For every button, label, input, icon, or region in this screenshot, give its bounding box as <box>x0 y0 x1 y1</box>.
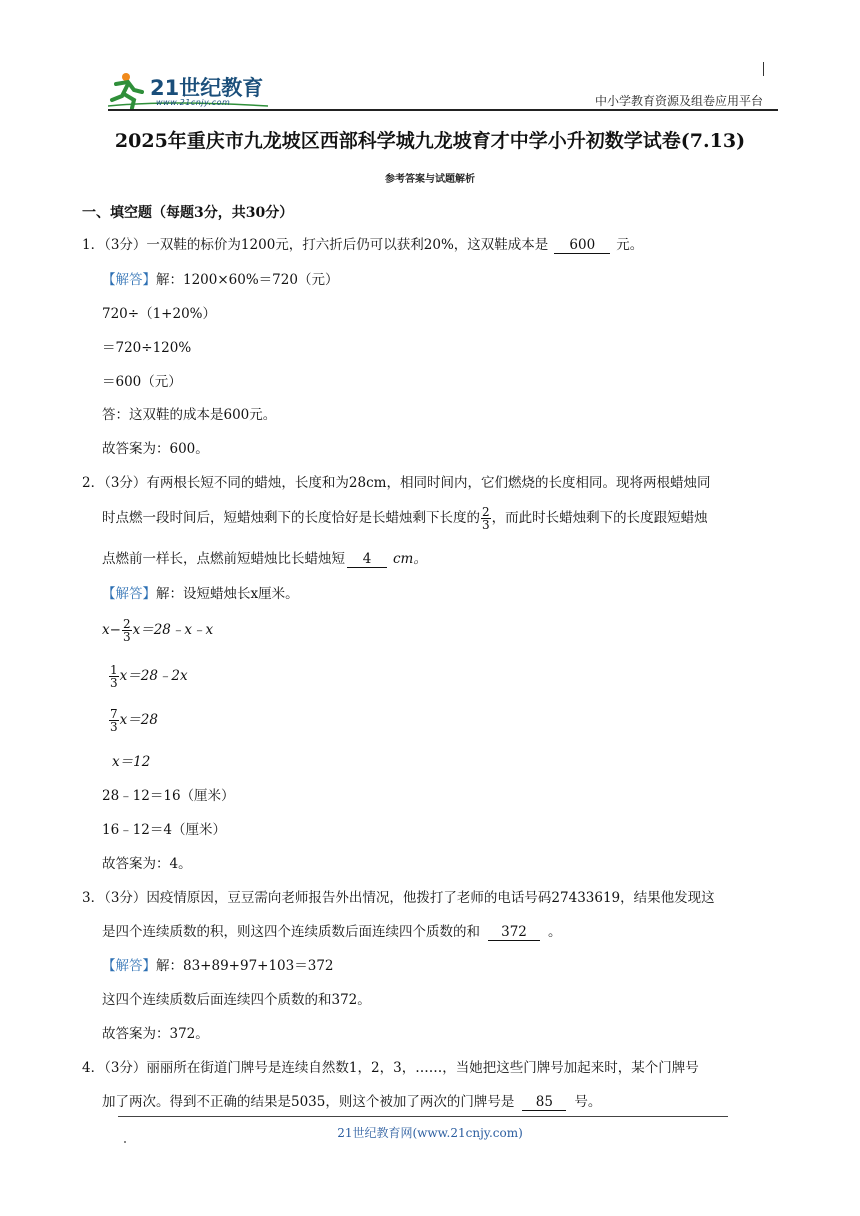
header-tick-mark <box>763 62 764 76</box>
question-3-line-1: 3．（3分）因疫情原因，豆豆需向老师报告外出情况，他拨打了老师的电话号码27433619，结果他发现这 <box>82 890 715 906</box>
eq-text: x＝28﹣x﹣x <box>132 622 214 638</box>
q1-step-5: 故答案为：600。 <box>102 441 209 457</box>
q1-solution-text: 解：1200×60%＝720（元） <box>156 272 339 288</box>
q2-equation-2 <box>108 664 188 689</box>
q4-text-a: 加了两次。得到不正确的结果是5035，则这个被加了两次的门牌号是 <box>102 1094 515 1110</box>
fraction <box>109 708 119 733</box>
header-divider <box>108 109 778 111</box>
q4-answer-blank: 85 <box>522 1095 566 1111</box>
q1-solution-line <box>102 271 338 289</box>
question-2-line-1: 2．（3分）有两根长短不同的蜡烛，长度和为28cm，相同时间内，它们燃烧的长度相同。现将两根蜡烛同 <box>82 475 711 491</box>
q3-solution-text: 解：83+89+97+103＝372 <box>156 958 334 974</box>
q2-step-7: 故答案为：4。 <box>102 856 192 872</box>
fraction-denominator: 3 <box>110 676 118 690</box>
question-4-line-2 <box>102 1093 601 1111</box>
q1-answer-blank: 600 <box>554 238 610 254</box>
question-2-line-2 <box>102 506 708 531</box>
eq-text: x＝28 <box>119 712 158 728</box>
q2-step-6: 16﹣12＝4（厘米） <box>102 822 226 838</box>
answer-tag: 【解答】 <box>102 272 156 288</box>
fraction-numerator: 2 <box>122 617 131 631</box>
q2-equation-1 <box>102 618 213 643</box>
exam-title: 2025年重庆市九龙坡区西部科学城九龙坡育才中学小升初数学试卷(7.13) <box>114 130 746 152</box>
platform-name: 中小学教育资源及组卷应用平台 <box>594 94 763 108</box>
eq-text: x− <box>102 622 121 638</box>
logo-text: 21世纪教育 <box>150 76 264 100</box>
fraction <box>481 506 491 531</box>
q3-answer-blank: 372 <box>488 925 540 941</box>
fraction <box>109 664 119 689</box>
q3-step-1: 这四个连续质数后面连续四个质数的和372。 <box>102 992 371 1008</box>
question-3-line-2 <box>102 923 562 941</box>
exam-subtitle: 参考答案与试题解析 <box>385 174 475 185</box>
q1-step-1: 720÷（1+20%） <box>102 306 216 322</box>
q2-equation-3 <box>108 708 158 733</box>
q1-step-4: 答：这双鞋的成本是600元。 <box>102 407 277 423</box>
q2-text-b: ，而此时长蜡烛剩下的长度跟短蜡烛 <box>491 510 708 526</box>
q1-unit: 元。 <box>616 237 644 253</box>
fraction-denominator: 3 <box>482 518 490 532</box>
q2-solution-line <box>102 585 299 603</box>
eq-text: x＝28﹣2x <box>119 668 188 684</box>
question-4-line-1: 4．（3分）丽丽所在街道门牌号是连续自然数1，2，3，……，当她把这些门牌号加起来时，某个门牌号 <box>82 1060 699 1076</box>
q2-equation-4: x＝12 <box>112 754 151 770</box>
q2-text-c: 点燃前一样长，点燃前短蜡烛比长蜡烛短 <box>102 551 345 567</box>
q3-step-2: 故答案为：372。 <box>102 1026 209 1042</box>
q2-answer-blank: 4 <box>347 552 387 568</box>
q3-text-b: 。 <box>548 924 562 940</box>
fraction-denominator: 3 <box>110 720 118 734</box>
footer-text: 21世纪教育网(www.21cnjy.com) <box>337 1126 523 1140</box>
question-2-line-3 <box>102 550 427 568</box>
q3-solution-line <box>102 957 334 975</box>
q1-step-3: ＝600（元） <box>102 374 182 390</box>
footer-divider <box>118 1116 728 1117</box>
fraction <box>122 618 132 643</box>
q2-unit: cm。 <box>393 551 427 567</box>
q3-text-a: 是四个连续质数的积，则这四个连续质数后面连续四个质数的和 <box>102 924 480 940</box>
logo-url: www.21cnjy.com <box>156 98 231 107</box>
question-1-stem <box>82 236 643 254</box>
q2-solution-text: 解：设短蜡烛长x厘米。 <box>156 586 299 602</box>
footer-dot <box>124 1141 126 1143</box>
section-heading: 一、填空题（每题3分，共30分） <box>82 205 294 221</box>
fraction-numerator: 7 <box>110 707 118 721</box>
fraction-denominator: 3 <box>122 630 131 644</box>
answer-tag: 【解答】 <box>102 958 156 974</box>
fraction-numerator: 2 <box>482 505 490 519</box>
q2-step-5: 28﹣12＝16（厘米） <box>102 788 235 804</box>
q1-text: 1．（3分）一双鞋的标价为1200元，打六折后仍可以获利20%，这双鞋成本是 <box>82 237 549 253</box>
q1-step-2: ＝720÷120% <box>102 340 192 356</box>
fraction-numerator: 1 <box>110 663 118 677</box>
q2-text-a: 时点燃一段时间后，短蜡烛剩下的长度恰好是长蜡烛剩下长度的 <box>102 510 480 526</box>
answer-tag: 【解答】 <box>102 586 156 602</box>
q4-text-b: 号。 <box>574 1094 602 1110</box>
